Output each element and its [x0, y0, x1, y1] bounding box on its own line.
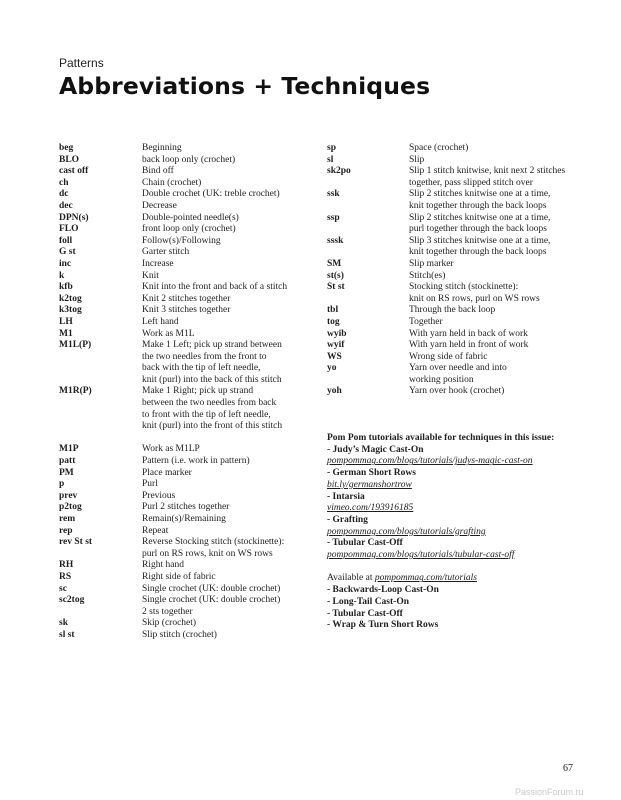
abbreviation-definition — [409, 189, 577, 212]
abbreviation-term: beg — [59, 143, 74, 153]
tutorial-name: - Judy’s Magic Cast-On — [327, 444, 424, 455]
abbreviations-column-right — [327, 143, 577, 398]
abbreviation-definition — [409, 340, 577, 352]
abbreviation-row — [59, 305, 304, 317]
abbreviation-definition — [409, 329, 577, 341]
definition-line: knit together through the back loops — [409, 200, 547, 211]
definition-line: With yarn held in back of work — [409, 328, 528, 339]
definition-line: Knit into the front and back of a stitch — [142, 282, 288, 293]
abbreviation-definition — [409, 363, 577, 386]
abbreviation-term: k2tog — [59, 293, 82, 304]
abbreviation-row — [59, 468, 304, 480]
abbreviation-row — [59, 143, 304, 155]
abbreviation-row — [59, 294, 304, 306]
abbreviation-row — [59, 444, 304, 456]
abbreviation-term: k — [59, 270, 65, 281]
abbreviation-row — [327, 340, 577, 352]
abbreviation-definition — [409, 236, 577, 259]
abbreviation-row — [59, 618, 304, 630]
definition-line: Through the back loop — [409, 305, 496, 316]
definition-line: Single crochet (UK: double crochet) — [142, 583, 281, 594]
abbreviation-definition — [142, 502, 304, 514]
abbreviation-term: sc — [59, 583, 67, 594]
tutorial-link[interactable]: bit.ly/germanshortrow — [327, 479, 412, 490]
abbreviation-definition — [142, 526, 304, 538]
abbreviation-row — [59, 479, 304, 491]
tutorial-name: - German Short Rows — [327, 468, 416, 479]
definition-line: Work as M1L — [142, 328, 195, 339]
definition-line: to front with the tip of left needle, — [142, 409, 271, 420]
definition-line: Knit 3 stitches together — [142, 305, 231, 316]
abbreviation-term: RS — [59, 571, 72, 582]
spacer — [59, 433, 304, 445]
definition-line: Chain (crochet) — [142, 177, 202, 188]
abbreviation-term: M1 — [59, 328, 73, 339]
tutorial-name: - Grafting — [327, 514, 368, 525]
abbreviation-term: ssp — [327, 212, 340, 223]
abbreviation-definition — [142, 166, 304, 178]
abbreviation-definition — [409, 282, 577, 305]
abbreviation-term: cast off — [59, 166, 89, 177]
abbreviation-definition — [142, 618, 304, 630]
definition-line: Slip — [409, 154, 425, 165]
abbreviation-term: DPN(s) — [59, 212, 89, 223]
definition-line: knit on RS rows, purl on WS rows — [409, 293, 540, 304]
abbreviation-term: ssk — [327, 189, 340, 200]
abbreviation-row — [59, 514, 304, 526]
abbreviation-row — [59, 178, 304, 190]
abbreviation-definition — [142, 282, 304, 294]
abbreviation-definition — [142, 247, 304, 259]
definition-line: Place marker — [142, 467, 192, 478]
abbreviation-term: patt — [59, 456, 76, 467]
page-number: 67 — [563, 763, 573, 774]
abbreviation-row — [59, 630, 304, 642]
available-tutorial-item: - Backwards-Loop Cast-On — [327, 585, 439, 596]
abbreviation-definition — [409, 259, 577, 271]
abbreviation-row — [327, 386, 577, 398]
abbreviation-term: FLO — [59, 224, 79, 235]
abbreviation-definition — [142, 213, 304, 225]
abbreviation-term: LH — [59, 316, 73, 327]
definition-line: Previous — [142, 490, 176, 501]
definition-line: Right side of fabric — [142, 571, 216, 582]
abbreviation-term: dec — [59, 200, 73, 211]
abbreviation-row — [59, 189, 304, 201]
abbreviation-definition — [142, 595, 304, 618]
abbreviation-term: M1R(P) — [59, 386, 92, 397]
abbreviation-term: St st — [327, 282, 345, 293]
abbreviation-term: ch — [59, 177, 69, 188]
abbreviation-term: wyif — [327, 340, 345, 351]
abbreviation-definition — [142, 236, 304, 248]
abbreviation-definition — [142, 224, 304, 236]
abbreviation-definition — [142, 584, 304, 596]
abbreviation-row — [59, 572, 304, 584]
abbreviation-term: WS — [327, 351, 342, 362]
abbreviation-definition — [409, 213, 577, 236]
abbreviation-row — [59, 526, 304, 538]
abbreviation-definition — [142, 178, 304, 190]
abbreviation-row — [327, 143, 577, 155]
definition-line: Slip stitch (crochet) — [142, 629, 217, 640]
definition-line: together, pass slipped stitch over — [409, 177, 533, 188]
definition-line: Knit 2 stitches together — [142, 293, 231, 304]
definition-line: Work as M1LP — [142, 444, 200, 455]
abbreviation-row — [59, 329, 304, 341]
abbreviation-row — [327, 363, 577, 386]
abbreviation-row — [327, 166, 577, 189]
definition-line: Slip 2 stitches knitwise one at a time, — [409, 189, 551, 200]
definition-line: Stitch(es) — [409, 270, 446, 281]
abbreviation-term: PM — [59, 467, 74, 478]
abbreviation-term: sk2po — [327, 166, 351, 177]
definition-line: Double crochet (UK: treble crochet) — [142, 189, 280, 200]
abbreviation-definition — [142, 155, 304, 167]
available-tutorial-item: - Wrap & Turn Short Rows — [327, 620, 439, 631]
abbreviation-term: tog — [327, 316, 340, 327]
definition-line: Knit — [142, 270, 159, 281]
tutorials-list — [327, 445, 587, 562]
abbreviation-definition — [142, 143, 304, 155]
definition-line: Left hand — [142, 316, 179, 327]
abbreviation-definition — [142, 468, 304, 480]
abbreviation-row — [59, 456, 304, 468]
definition-line: Yarn over hook (crochet) — [409, 386, 505, 397]
watermark: PassionForum.ru — [515, 787, 584, 797]
abbreviation-row — [59, 537, 304, 560]
abbreviation-row — [59, 236, 304, 248]
abbreviation-term: yoh — [327, 386, 342, 397]
tutorial-name: - Tubular Cast-Off — [327, 538, 403, 549]
abbreviation-term: sl st — [59, 629, 75, 640]
definition-line: Bind off — [142, 166, 174, 177]
abbreviation-row — [59, 491, 304, 503]
definition-line: Single crochet (UK: double crochet) — [142, 595, 281, 606]
definition-line: Make 1 Left; pick up strand between — [142, 340, 282, 351]
tutorial-name: - Intarsia — [327, 491, 365, 502]
definition-line: Yarn over needle and into — [409, 363, 507, 374]
abbreviation-definition — [142, 537, 304, 560]
abbreviation-row — [327, 271, 577, 283]
definition-line: Slip 1 stitch knitwise, knit next 2 stitches — [409, 166, 566, 177]
abbreviation-term: sc2tog — [59, 595, 85, 606]
abbreviation-definition — [409, 352, 577, 364]
abbreviation-row — [59, 271, 304, 283]
tutorial-link[interactable]: pompommag.com/blogs/tutorials/tubular-cast-off — [327, 550, 515, 561]
definition-line: Garter stitch — [142, 247, 190, 258]
abbreviation-definition — [409, 271, 577, 283]
abbreviation-definition — [409, 155, 577, 167]
available-link[interactable]: pompommag.com/tutorials — [374, 573, 477, 584]
abbreviation-term: inc — [59, 258, 72, 269]
abbreviation-definition — [142, 514, 304, 526]
definition-line: knit (purl) into the front of this stitch — [142, 421, 283, 432]
abbreviation-row — [59, 502, 304, 514]
abbreviation-definition — [142, 189, 304, 201]
abbreviations-column-left — [59, 143, 304, 642]
abbreviation-term: M1L(P) — [59, 340, 92, 351]
abbreviation-term: dc — [59, 189, 69, 200]
abbreviation-term: sk — [59, 618, 68, 629]
abbreviation-definition — [142, 386, 304, 432]
abbreviation-definition — [142, 630, 304, 642]
definition-line: Decrease — [142, 200, 177, 211]
definition-line: Purl — [142, 479, 158, 490]
definition-line: purl together through the back loops — [409, 224, 547, 235]
abbreviation-term: tbl — [327, 305, 339, 316]
available-tutorials-list — [327, 585, 587, 632]
definition-line: Double-pointed needle(s) — [142, 212, 239, 223]
abbreviation-row — [327, 317, 577, 329]
definition-line: Purl 2 stitches together — [142, 502, 230, 513]
definition-line: Skip (crochet) — [142, 618, 197, 629]
definition-line: Together — [409, 316, 443, 327]
definition-line: With yarn held in front of work — [409, 340, 529, 351]
available-tutorial-item: - Long-Tail Cast-On — [327, 596, 409, 607]
definition-line: Stocking stitch (stockinette): — [409, 282, 519, 293]
abbreviation-term: yo — [327, 363, 337, 374]
definition-line: back loop only (crochet) — [142, 154, 236, 165]
definition-line: Pattern (i.e. work in pattern) — [142, 456, 250, 467]
abbreviation-term: G st — [59, 247, 76, 258]
abbreviation-definition — [142, 491, 304, 503]
section-label: Patterns — [59, 56, 104, 70]
definition-line: Slip 2 stitches knitwise one at a time, — [409, 212, 551, 223]
abbreviation-term: sp — [327, 143, 336, 153]
page-title: Abbreviations + Techniques — [59, 72, 431, 100]
abbreviation-definition — [409, 317, 577, 329]
abbreviation-row — [59, 340, 304, 386]
abbreviation-row — [327, 236, 577, 259]
abbreviation-definition — [142, 560, 304, 572]
abbreviation-row — [59, 317, 304, 329]
abbreviation-row — [59, 247, 304, 259]
abbreviation-row — [327, 213, 577, 236]
abbreviation-row — [327, 282, 577, 305]
definition-line: 2 sts together — [142, 606, 193, 617]
available-at-line — [327, 573, 587, 585]
abbreviation-definition — [142, 456, 304, 468]
definition-line: front loop only (crochet) — [142, 224, 236, 235]
definition-line: working position — [409, 374, 474, 385]
abbreviation-definition — [142, 479, 304, 491]
abbreviation-definition — [409, 143, 577, 155]
abbreviation-term: rev St st — [59, 537, 93, 548]
definition-line: Slip 3 stitches knitwise one at a time, — [409, 235, 551, 246]
abbreviation-row — [59, 213, 304, 225]
abbreviation-row — [59, 259, 304, 271]
abbreviation-term: rep — [59, 525, 73, 536]
definition-line: between the two needles from back — [142, 398, 277, 409]
abbreviation-definition — [142, 271, 304, 283]
abbreviation-row — [59, 224, 304, 236]
definition-line: Follow(s)/Following — [142, 235, 221, 246]
abbreviation-term: M1P — [59, 444, 79, 455]
spacer — [327, 562, 587, 574]
definition-line: Beginning — [142, 143, 182, 153]
abbreviation-term: sssk — [327, 235, 344, 246]
definition-line: knit together through the back loops — [409, 247, 547, 258]
definition-line: Right hand — [142, 560, 184, 571]
definition-line: knit (purl) into the back of this stitch — [142, 374, 282, 385]
available-tutorial-item: - Tubular Cast-Off — [327, 608, 403, 619]
definition-line: Slip marker — [409, 258, 454, 269]
abbreviation-row — [59, 560, 304, 572]
abbreviation-term: p2tog — [59, 502, 82, 513]
definition-line: Wrong side of fabric — [409, 351, 488, 362]
abbreviation-row — [327, 155, 577, 167]
abbreviation-term: wyib — [327, 328, 347, 339]
abbreviation-term: st(s) — [327, 270, 344, 281]
tutorial-link[interactable]: pompommag.com/blogs/tutorials/judys-magic-cast-on — [327, 456, 533, 467]
definition-line: Space (crochet) — [409, 143, 469, 153]
abbreviation-row — [59, 201, 304, 213]
definition-line: Repeat — [142, 525, 169, 536]
abbreviation-row — [327, 189, 577, 212]
definition-line: Increase — [142, 258, 174, 269]
abbreviation-definition — [142, 305, 304, 317]
abbreviation-definition — [142, 259, 304, 271]
abbreviation-term: rem — [59, 514, 76, 524]
tutorial-link[interactable]: pompommag.com/blogs/tutorials/grafting — [327, 526, 486, 537]
abbreviation-term: BLO — [59, 154, 80, 165]
abbreviation-row — [327, 329, 577, 341]
definition-line: the two needles from the front to — [142, 351, 267, 362]
abbreviation-term: SM — [327, 258, 342, 269]
abbreviation-row — [327, 305, 577, 317]
abbreviation-term: p — [59, 479, 65, 490]
abbreviation-row — [59, 584, 304, 596]
abbreviation-definition — [142, 444, 304, 456]
definition-line: Remain(s)/Remaining — [142, 514, 226, 524]
abbreviation-row — [327, 259, 577, 271]
abbreviation-definition — [142, 340, 304, 386]
abbreviation-term: foll — [59, 235, 73, 246]
abbreviation-row — [59, 595, 304, 618]
definition-line: back with the tip of left needle, — [142, 363, 261, 374]
tutorials-section — [327, 433, 587, 632]
abbreviation-row — [59, 155, 304, 167]
abbreviation-definition — [409, 305, 577, 317]
abbreviation-row — [327, 352, 577, 364]
abbreviation-definition — [142, 317, 304, 329]
abbreviation-definition — [409, 386, 577, 398]
available-prefix: Available at — [327, 573, 375, 584]
abbreviation-row — [59, 166, 304, 178]
definition-line: Make 1 Right; pick up strand — [142, 386, 254, 397]
tutorial-link[interactable]: vimeo.com/193916185 — [327, 503, 414, 514]
abbreviation-definition — [142, 201, 304, 213]
definition-line: purl on RS rows, knit on WS rows — [142, 548, 273, 559]
abbreviation-definition — [409, 166, 577, 189]
abbreviation-row — [59, 282, 304, 294]
definition-line: Reverse Stocking stitch (stockinette): — [142, 537, 285, 548]
abbreviation-definition — [142, 329, 304, 341]
abbreviation-row — [59, 386, 304, 432]
abbreviation-term: k3tog — [59, 305, 82, 316]
abbreviation-definition — [142, 572, 304, 584]
abbreviation-term: RH — [59, 560, 74, 571]
abbreviation-term: kfb — [59, 282, 73, 293]
abbreviation-definition — [142, 294, 304, 306]
abbreviation-term: prev — [59, 490, 78, 501]
abbreviation-term: sl — [327, 154, 334, 165]
tutorials-heading: Pom Pom tutorials available for techniques in this issue: — [327, 433, 555, 443]
